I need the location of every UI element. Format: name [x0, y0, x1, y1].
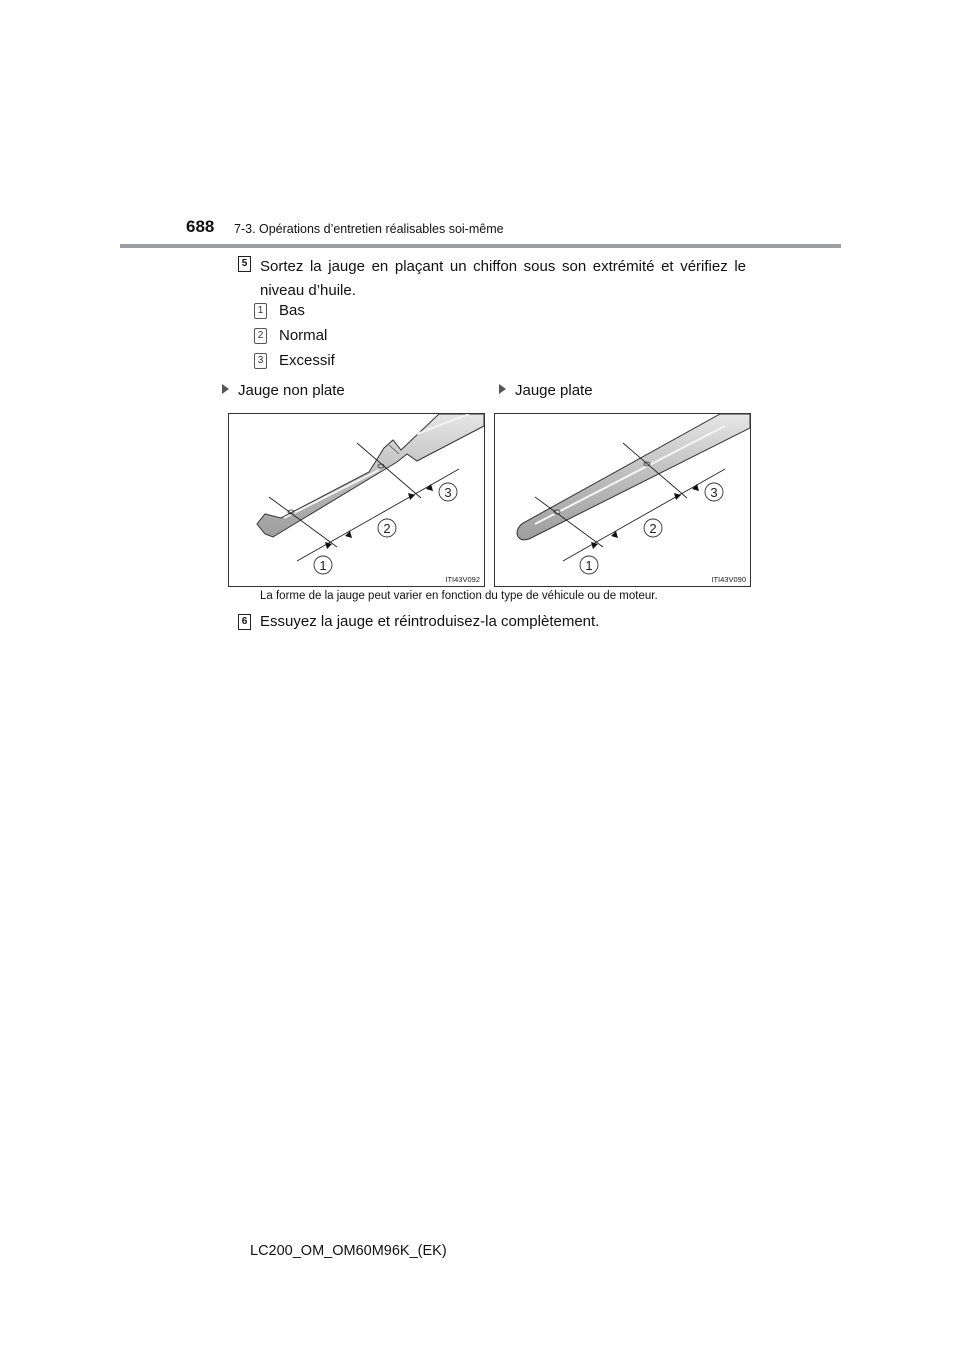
variant-label-flat [499, 382, 593, 399]
callout-2: 2 [383, 521, 391, 536]
figure-code: ITI43V092 [445, 575, 480, 584]
dipstick-illustration-non-flat [229, 414, 484, 586]
step-5-text: Sortez la jauge en plaçant un chiffon sous son extrémité et vérifiez le niveau d’huile. [260, 258, 746, 299]
callout-3: 3 [444, 485, 452, 500]
page-number: 688 [186, 217, 215, 236]
legend-label: Bas [279, 302, 305, 319]
step-badge-6: 6 [238, 614, 251, 630]
section-title: 7-3. Opérations d’entretien réalisables soi-même [234, 222, 504, 236]
step-badge-5: 5 [238, 256, 251, 272]
legend-label: Excessif [279, 352, 335, 369]
dipstick-figure-non-flat [228, 413, 485, 587]
header-rule [120, 244, 841, 248]
footer-code: LC200_OM_OM60M96K_(EK) [250, 1243, 447, 1259]
figure-code: ITI43V090 [711, 575, 746, 584]
legend-number: 2 [254, 328, 267, 344]
dipstick-figure-flat [494, 413, 751, 587]
callout-1: 1 [319, 558, 327, 573]
callout-2: 2 [649, 521, 657, 536]
legend-label: Normal [279, 327, 328, 344]
dipstick-illustration-flat [495, 414, 750, 586]
figure-note: La forme de la jauge peut varier en fonction du type de véhicule ou de moteur. [260, 590, 658, 602]
variant-title: Jauge plate [515, 382, 593, 399]
callout-1: 1 [585, 558, 593, 573]
triangle-bullet-icon [222, 384, 229, 394]
variant-label-non-flat [222, 382, 345, 399]
legend-number: 3 [254, 353, 267, 369]
step-6-text: Essuyez la jauge et réintroduisez-la complètement. [260, 613, 600, 630]
callout-3: 3 [710, 485, 718, 500]
triangle-bullet-icon [499, 384, 506, 394]
variant-title: Jauge non plate [238, 382, 345, 399]
legend-number: 1 [254, 303, 267, 319]
